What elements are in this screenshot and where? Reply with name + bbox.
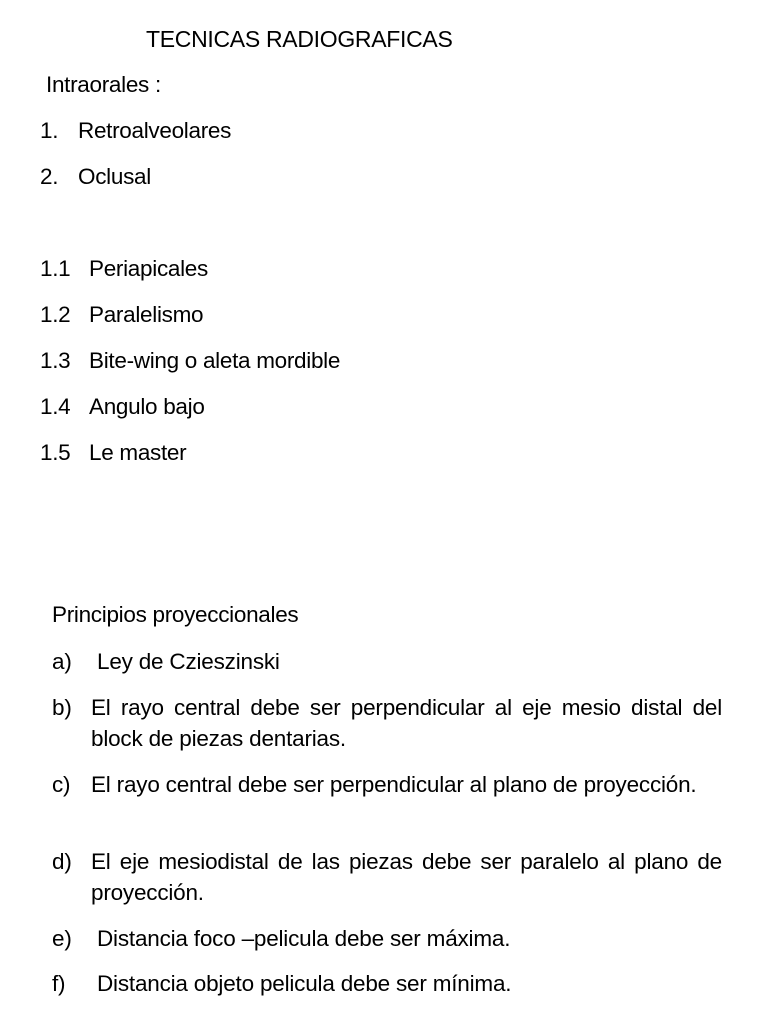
list-label: Oclusal	[78, 164, 151, 189]
list-number: 1.5	[40, 440, 71, 465]
list-label: Periapicales	[89, 256, 208, 281]
principio-item	[52, 846, 722, 908]
list-number: 2.	[40, 164, 59, 189]
sub-list-item	[40, 346, 340, 376]
list-label: Le master	[89, 440, 187, 465]
sub-list-item	[40, 392, 205, 422]
list-label: Paralelismo	[89, 302, 204, 327]
principio-item	[52, 968, 722, 999]
page-title: TECNICAS RADIOGRAFICAS	[146, 26, 453, 52]
item-marker: d)	[52, 849, 72, 874]
item-text: El rayo central debe ser perpendicular al eje mesio distal del block de piezas dentarias.	[91, 695, 722, 751]
principio-item	[52, 769, 722, 800]
sub-list-item	[40, 300, 203, 330]
principio-item	[52, 923, 722, 954]
list-label: Angulo bajo	[89, 394, 205, 419]
item-marker: e)	[52, 926, 72, 951]
main-list-item	[40, 162, 151, 192]
principio-item	[52, 692, 722, 754]
list-number: 1.	[40, 118, 59, 143]
intraorales-heading: Intraorales :	[46, 72, 161, 97]
item-text: Distancia foco –pelicula debe ser máxima.	[97, 926, 511, 951]
item-text: El eje mesiodistal de las piezas debe ser paralelo al plano de proyección.	[91, 849, 722, 905]
list-label: Retroalveolares	[78, 118, 232, 143]
item-marker: b)	[52, 695, 72, 720]
list-number: 1.3	[40, 348, 71, 373]
list-label: Bite-wing o aleta mordible	[89, 348, 341, 373]
item-text: El rayo central debe ser perpendicular al plano de proyección.	[91, 772, 697, 797]
item-marker: a)	[52, 649, 72, 674]
list-number: 1.4	[40, 394, 71, 419]
list-number: 1.1	[40, 256, 71, 281]
sub-list-item	[40, 438, 186, 468]
item-marker: f)	[52, 971, 66, 996]
principios-heading: Principios proyeccionales	[52, 602, 299, 627]
principio-item	[52, 646, 722, 677]
item-marker: c)	[52, 772, 71, 797]
main-list-item	[40, 116, 231, 146]
item-text: Ley de Czieszinski	[97, 649, 280, 674]
item-text: Distancia objeto pelicula debe ser mínima.	[97, 971, 512, 996]
list-number: 1.2	[40, 302, 71, 327]
sub-list-item	[40, 254, 208, 284]
